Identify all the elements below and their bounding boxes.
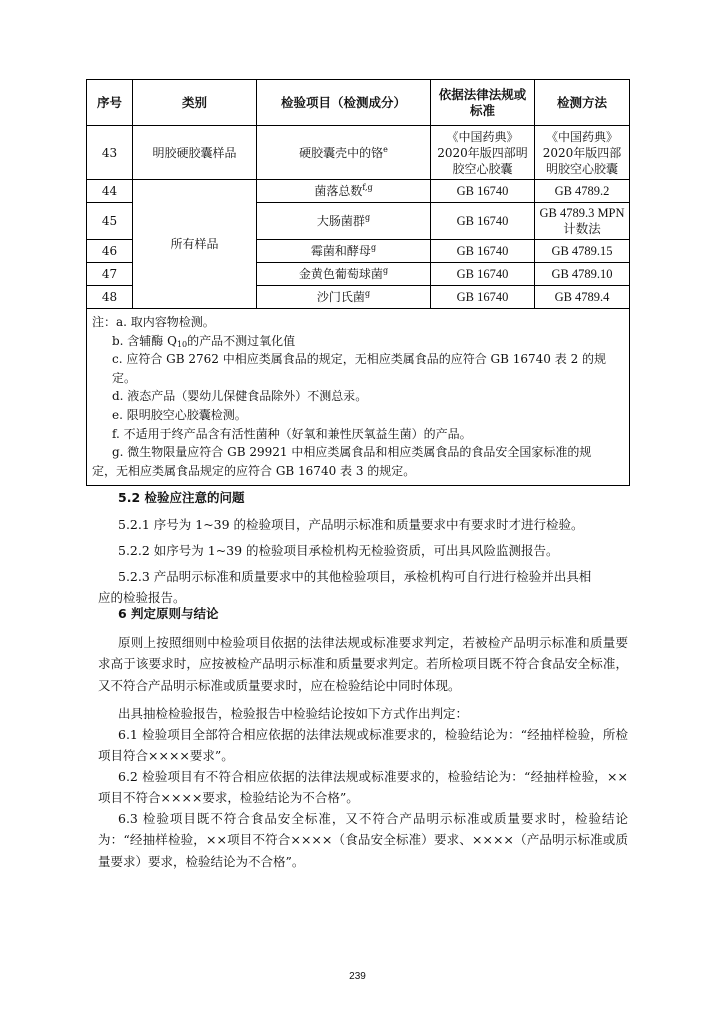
table-row <box>87 180 630 203</box>
paragraph: 6.1 检验项目全部符合相应依据的法律法规或标准要求的，检验结论为：“经抽样检验，所检项目符合××××要求”。 <box>98 727 628 764</box>
cell-category-merged: 所有样品 <box>133 180 257 309</box>
footnote-mark: g <box>364 213 371 222</box>
note-c: c. 应符合 GB 2762 中相应类属食品的规定，无相应类属食品的应符合 GB 16740 表 2 的规定。 <box>112 352 607 385</box>
table-row <box>87 126 630 180</box>
note-e: e. 限明胶空心胶囊检测。 <box>112 407 247 422</box>
footnote-mark: f,g <box>362 183 373 192</box>
note-b-text: b. 含辅酶 Q <box>112 333 177 348</box>
cell-basis: GB 16740 <box>431 180 535 203</box>
cell-method: GB 4789.3 MPN 计数法 <box>535 203 630 240</box>
note-d: d. 液态产品（婴幼儿保健食品除外）不测总汞。 <box>112 389 368 404</box>
footnote-mark: g <box>382 266 389 275</box>
header-item: 检验项目（检测成分） <box>257 80 431 126</box>
table-notes-row <box>87 309 630 486</box>
cell-method: GB 4789.4 <box>535 286 630 309</box>
table-notes <box>87 309 630 486</box>
cell-method: GB 4789.10 <box>535 263 630 286</box>
item-text: 硬胶囊壳中的铬 <box>299 145 384 160</box>
table-header-row <box>87 80 630 126</box>
paragraph: 5.2.3 产品明示标准和质量要求中的其他检验项目，承检机构可自行进行检验并出具相 <box>118 569 592 584</box>
note-a: 注：a. 取内容物检测。 <box>92 315 215 329</box>
item-text: 霉菌和酵母 <box>310 244 371 258</box>
cell-item <box>257 263 431 286</box>
item-text: 大肠菌群 <box>316 214 365 228</box>
cell-item <box>257 240 431 263</box>
cell-basis: GB 16740 <box>431 240 535 263</box>
paragraph: 出具抽检检验报告，检验报告中检验结论按如下方式作出判定： <box>118 706 469 721</box>
section-heading: 6 判定原则与结论 <box>118 606 219 621</box>
cell-serial: 45 <box>87 203 133 240</box>
cell-serial: 48 <box>87 286 133 309</box>
item-text: 菌落总数 <box>314 184 363 198</box>
paragraph: 5.2.2 如序号为 1~39 的检验项目承检机构无检验资质，可出具风险监测报告。 <box>118 543 559 558</box>
section-5-2 <box>98 487 628 608</box>
note-f: f. 不适用于终产品含有活性菌种（好氧和兼性厌氧益生菌）的产品。 <box>112 426 472 441</box>
cell-basis: GB 16740 <box>431 286 535 309</box>
header-method: 检测方法 <box>535 80 630 126</box>
cell-method: 《中国药典》2020年版四部明胶空心胶囊 <box>535 126 630 180</box>
note-b-text-end: 的产品不测过氧化值 <box>187 333 296 348</box>
cell-basis: GB 16740 <box>431 203 535 240</box>
cell-serial: 43 <box>87 126 133 180</box>
header-basis: 依据法律法规或标准 <box>431 80 535 126</box>
item-text: 沙门氏菌 <box>316 290 365 304</box>
paragraph: 5.2.1 序号为 1~39 的检验项目，产品明示标准和质量要求中有要求时才进行检验。 <box>118 517 584 532</box>
footnote-mark: e <box>383 144 388 154</box>
footnote-mark: g <box>364 289 371 298</box>
cell-basis: 《中国药典》2020年版四部明胶空心胶囊 <box>431 126 535 180</box>
cell-item <box>257 180 431 203</box>
section-heading: 5.2 检验应注意的问题 <box>118 490 245 505</box>
note-b-subscript: 10 <box>176 339 188 349</box>
paragraph-continued: 应的检验报告。 <box>98 590 186 605</box>
note-b <box>92 332 624 351</box>
note-g-continued: 定，无相应类属食品规定的应符合 GB 16740 表 3 的规定。 <box>92 463 416 478</box>
header-serial: 序号 <box>87 80 133 126</box>
cell-basis: GB 16740 <box>431 263 535 286</box>
cell-serial: 47 <box>87 263 133 286</box>
cell-serial: 44 <box>87 180 133 203</box>
cell-serial: 46 <box>87 240 133 263</box>
note-g: g. 微生物限量应符合 GB 29921 中相应类属食品和相应类属食品的食品安全国家标准的规 <box>112 445 592 460</box>
paragraph: 原则上按照细则中检验项目依据的法律法规或标准要求判定，若被检产品明示标准和质量要求高于该要求时，应按被检产品明示标准和质量要求判定。若所检项目既不符合食品安全标准，又不符合产品明示标准或质量要求时，应在检验结论中同时体现。 <box>98 635 628 693</box>
footnote-mark: g <box>370 243 377 252</box>
cell-category: 明胶硬胶囊样品 <box>133 126 257 180</box>
paragraph: 6.3 检验项目既不符合食品安全标准，又不符合产品明示标准或质量要求时，检验结论为：“经抽样检验，××项目不符合××××（食品安全标准）要求、××××（产品明示标准或质量要求）要求，检验结论为不合格”。 <box>98 811 628 869</box>
paragraph: 6.2 检验项目有不符合相应依据的法律法规或标准要求的，检验结论为：“经抽样检验，××项目不符合××××要求，检验结论为不合格”。 <box>98 769 628 806</box>
cell-item <box>257 203 431 240</box>
cell-item <box>257 286 431 309</box>
header-category: 类别 <box>133 80 257 126</box>
cell-item <box>257 126 431 180</box>
inspection-items-table <box>86 79 630 486</box>
page-number: 239 <box>349 971 366 982</box>
item-text: 金黄色葡萄球菌 <box>298 267 383 281</box>
cell-method: GB 4789.15 <box>535 240 630 263</box>
cell-method: GB 4789.2 <box>535 180 630 203</box>
